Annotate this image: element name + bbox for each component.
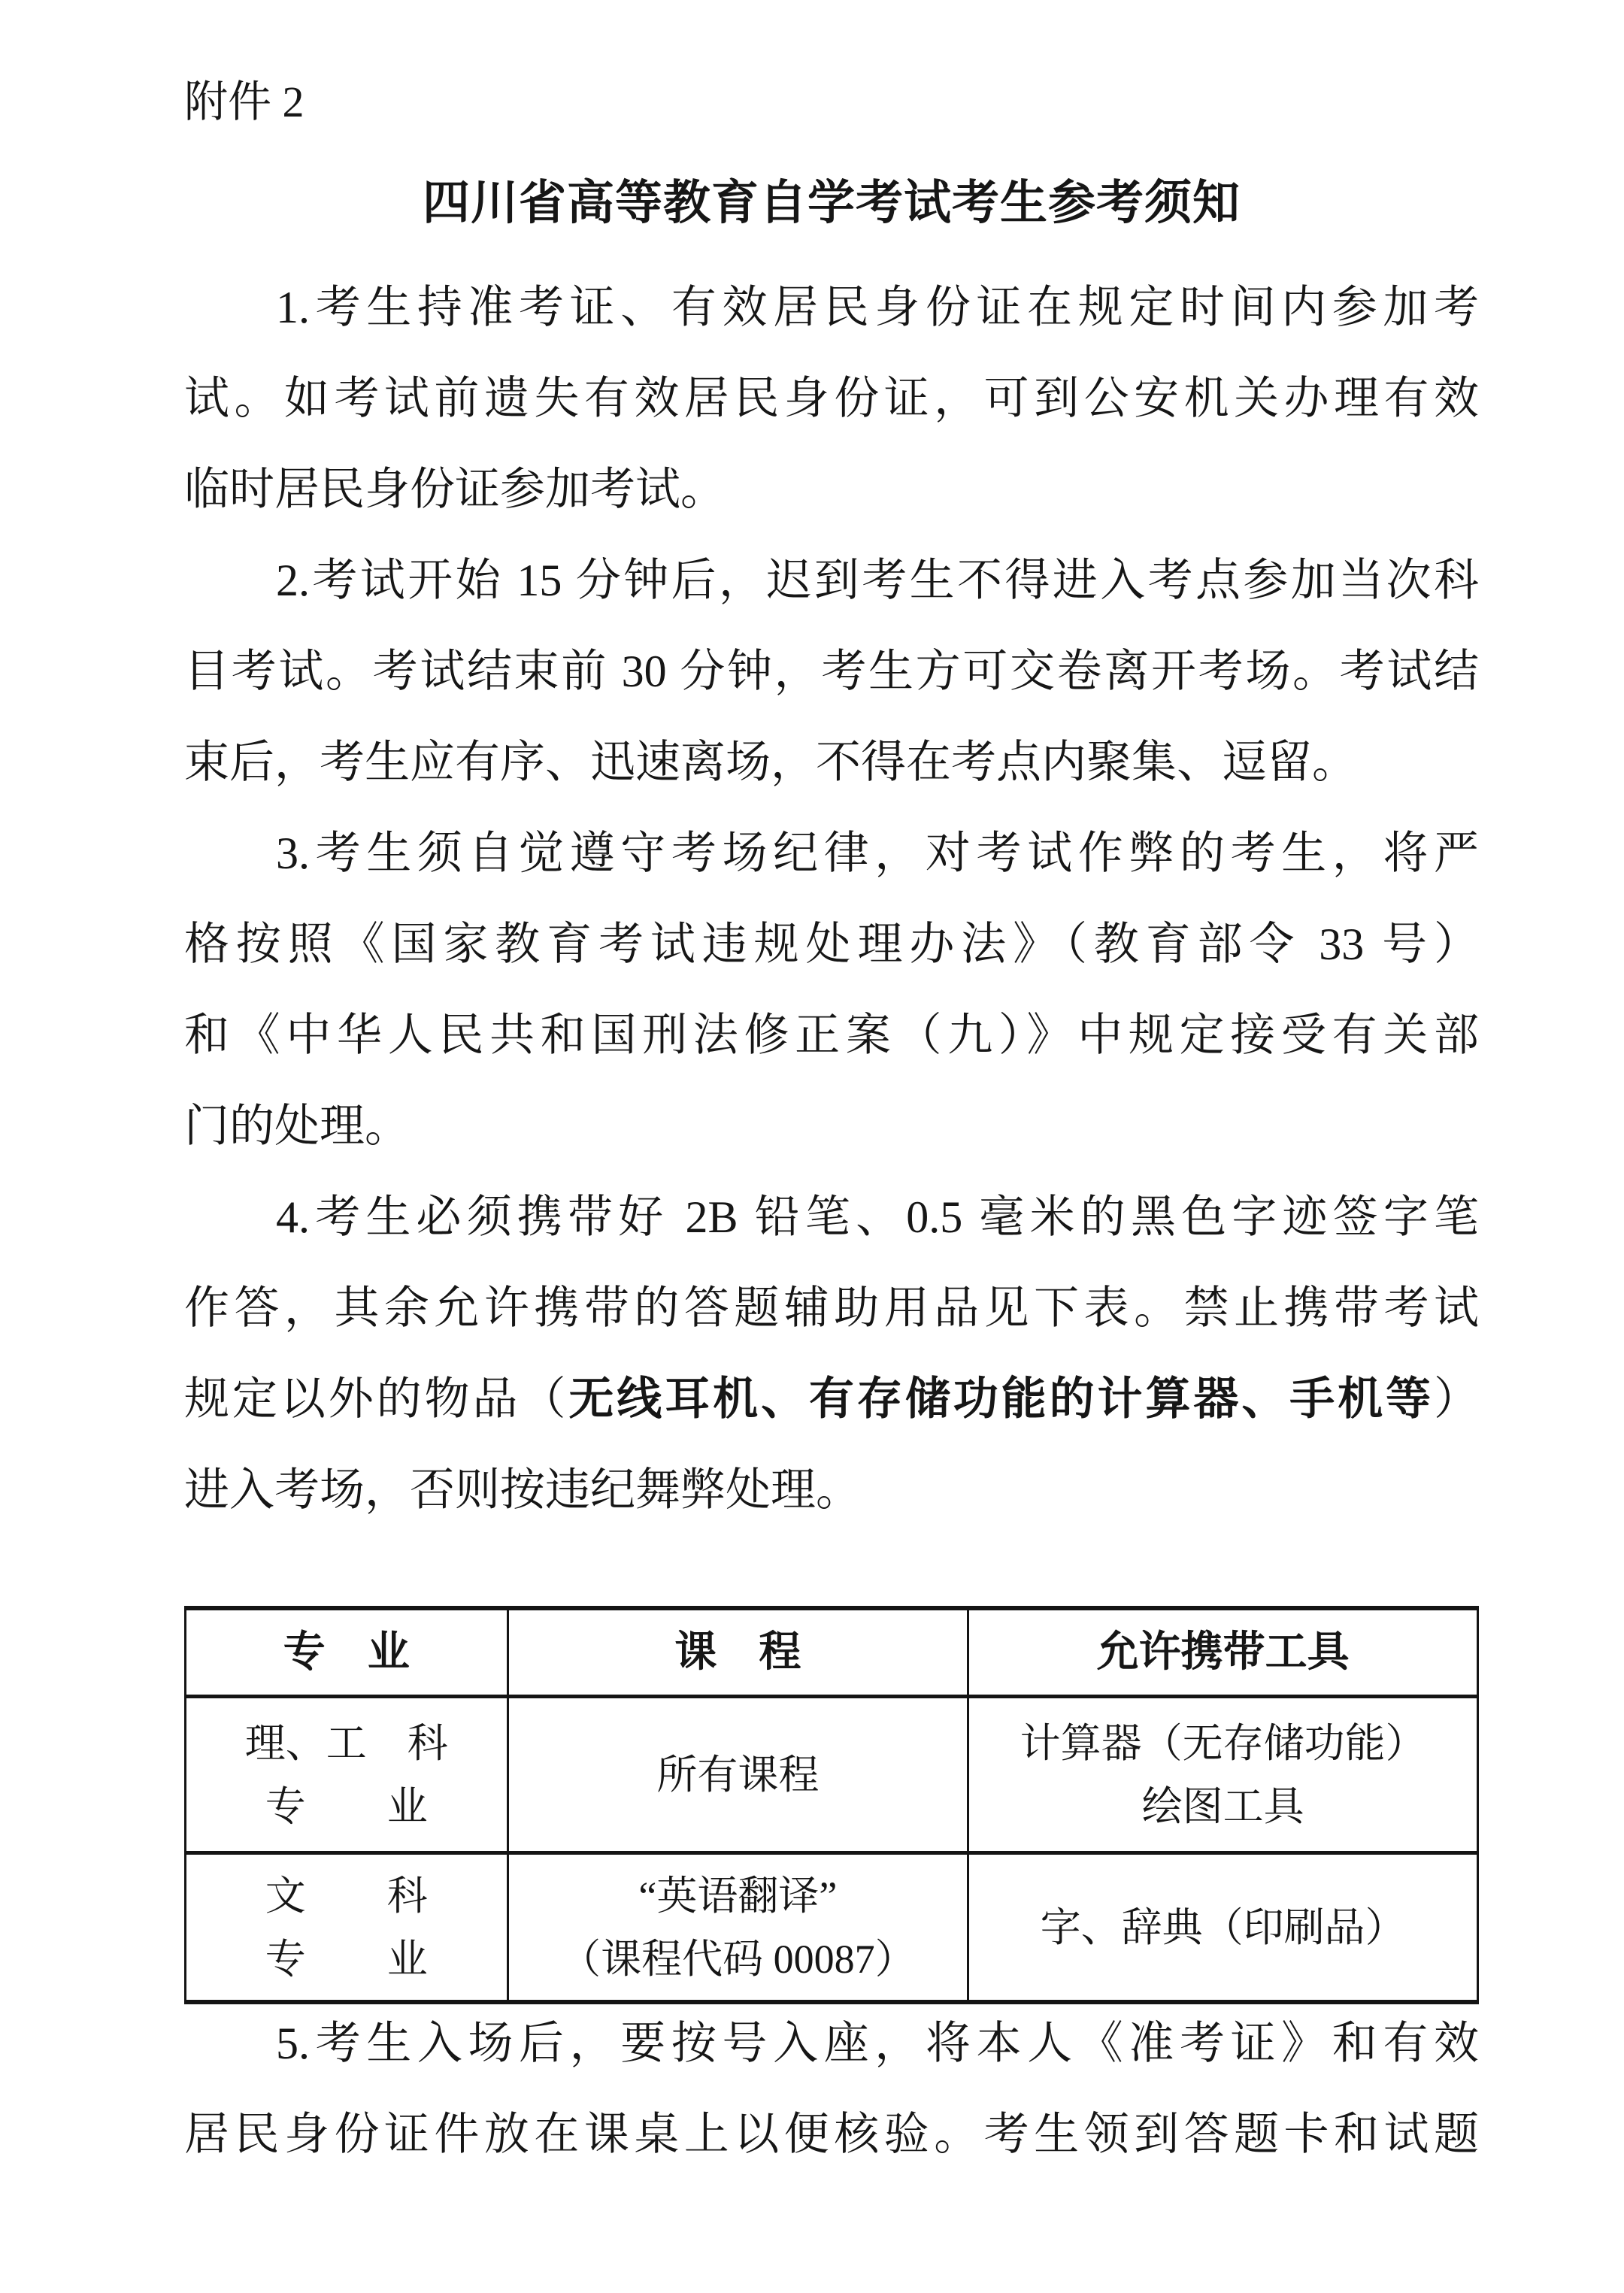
table-cell-course — [507, 1698, 968, 1851]
text-line: 试。如考试前遗失有效居民身份证，可到公安机关办理有效 — [184, 374, 1479, 423]
table-row — [186, 1695, 1477, 1851]
text-line: 5.考生入场后，要按号入座，将本人《准考证》和有效 — [276, 2019, 1479, 2068]
header-text: 允许携带工具 — [1096, 1629, 1350, 1676]
cell-text: 专 业 — [265, 1936, 428, 1982]
text-line: 作答，其余允许携带的答题辅助用品见下表。禁止携带考试 — [184, 1283, 1479, 1333]
paragraph-1 — [184, 262, 1479, 535]
text-line: 门的处理。 — [184, 1101, 410, 1151]
text-line — [184, 1354, 1479, 1445]
allowed-items-table — [184, 1606, 1479, 2004]
attachment-label: 附件 2 — [184, 77, 304, 126]
table-cell-tools — [967, 1698, 1477, 1851]
table-header-row — [186, 1610, 1477, 1695]
text-segment: 规定以外的物品（ — [184, 1374, 569, 1424]
text-line: 目考试。考试结束前 30 分钟，考生方可交卷离开考场。考试结 — [184, 647, 1479, 696]
text-line: 3.考生须自觉遵守考场纪律，对考试作弊的考生，将严 — [276, 828, 1479, 878]
paragraph-2 — [184, 535, 1479, 808]
header-text: 专 业 — [283, 1629, 410, 1676]
cell-text: 字、辞典（印刷品） — [1040, 1904, 1406, 1950]
cell-text: “英语翻译” — [638, 1873, 838, 1919]
header-text: 课 程 — [674, 1629, 801, 1676]
text-line: 格按照《国家教育考试违规处理办法》（教育部令 33 号） — [184, 919, 1479, 969]
paragraph-5 — [184, 1998, 1479, 2180]
cell-text: 文 科 — [265, 1873, 428, 1919]
document-title: 四川省高等教育自学考试考生参考须知 — [423, 177, 1241, 229]
table-header-major — [186, 1610, 507, 1695]
table-row — [186, 1851, 1477, 2000]
table-cell-major — [186, 1855, 507, 2000]
text-line: 束后，考生应有序、迅速离场，不得在考点内聚集、逗留。 — [184, 738, 1357, 787]
text-line: 临时居民身份证参加考试。 — [184, 465, 726, 514]
table-cell-major — [186, 1698, 507, 1851]
text-line: 1.考生持准考证、有效居民身份证在规定时间内参加考 — [276, 283, 1479, 332]
document-body — [184, 262, 1479, 1536]
text-segment: ） — [1434, 1374, 1480, 1424]
text-line: 居民身份证件放在课桌上以便核验。考生领到答题卡和试题 — [184, 2110, 1479, 2159]
cell-text: 所有课程 — [656, 1752, 820, 1798]
text-line: 2.考试开始 15 分钟后，迟到考生不得进入考点参加当次科 — [276, 556, 1479, 605]
cell-text: 专 业 — [265, 1783, 428, 1829]
text-line: 4.考生必须携带好 2B 铅笔、0.5 毫米的黑色字迹签字笔 — [276, 1192, 1479, 1242]
table-cell-course — [507, 1855, 968, 2000]
cell-text: 计算器（无存储功能） — [1020, 1720, 1426, 1766]
cell-text: 理、工 科 — [244, 1720, 448, 1766]
cell-text: 绘图工具 — [1141, 1783, 1304, 1829]
paragraph-4 — [184, 1172, 1479, 1536]
table-header-tools — [967, 1610, 1477, 1695]
table-header-course — [507, 1610, 968, 1695]
text-line: 和《中华人民共和国刑法修正案（九）》中规定接受有关部 — [184, 1010, 1479, 1060]
cell-text: （课程代码 00087） — [560, 1936, 916, 1982]
table-cell-tools — [967, 1855, 1477, 2000]
paragraph-3 — [184, 808, 1479, 1172]
text-line: 进入考场，否则按违纪舞弊处理。 — [184, 1465, 861, 1515]
text-segment-bold: 无线耳机、有存储功能的计算器、手机等 — [568, 1374, 1435, 1424]
